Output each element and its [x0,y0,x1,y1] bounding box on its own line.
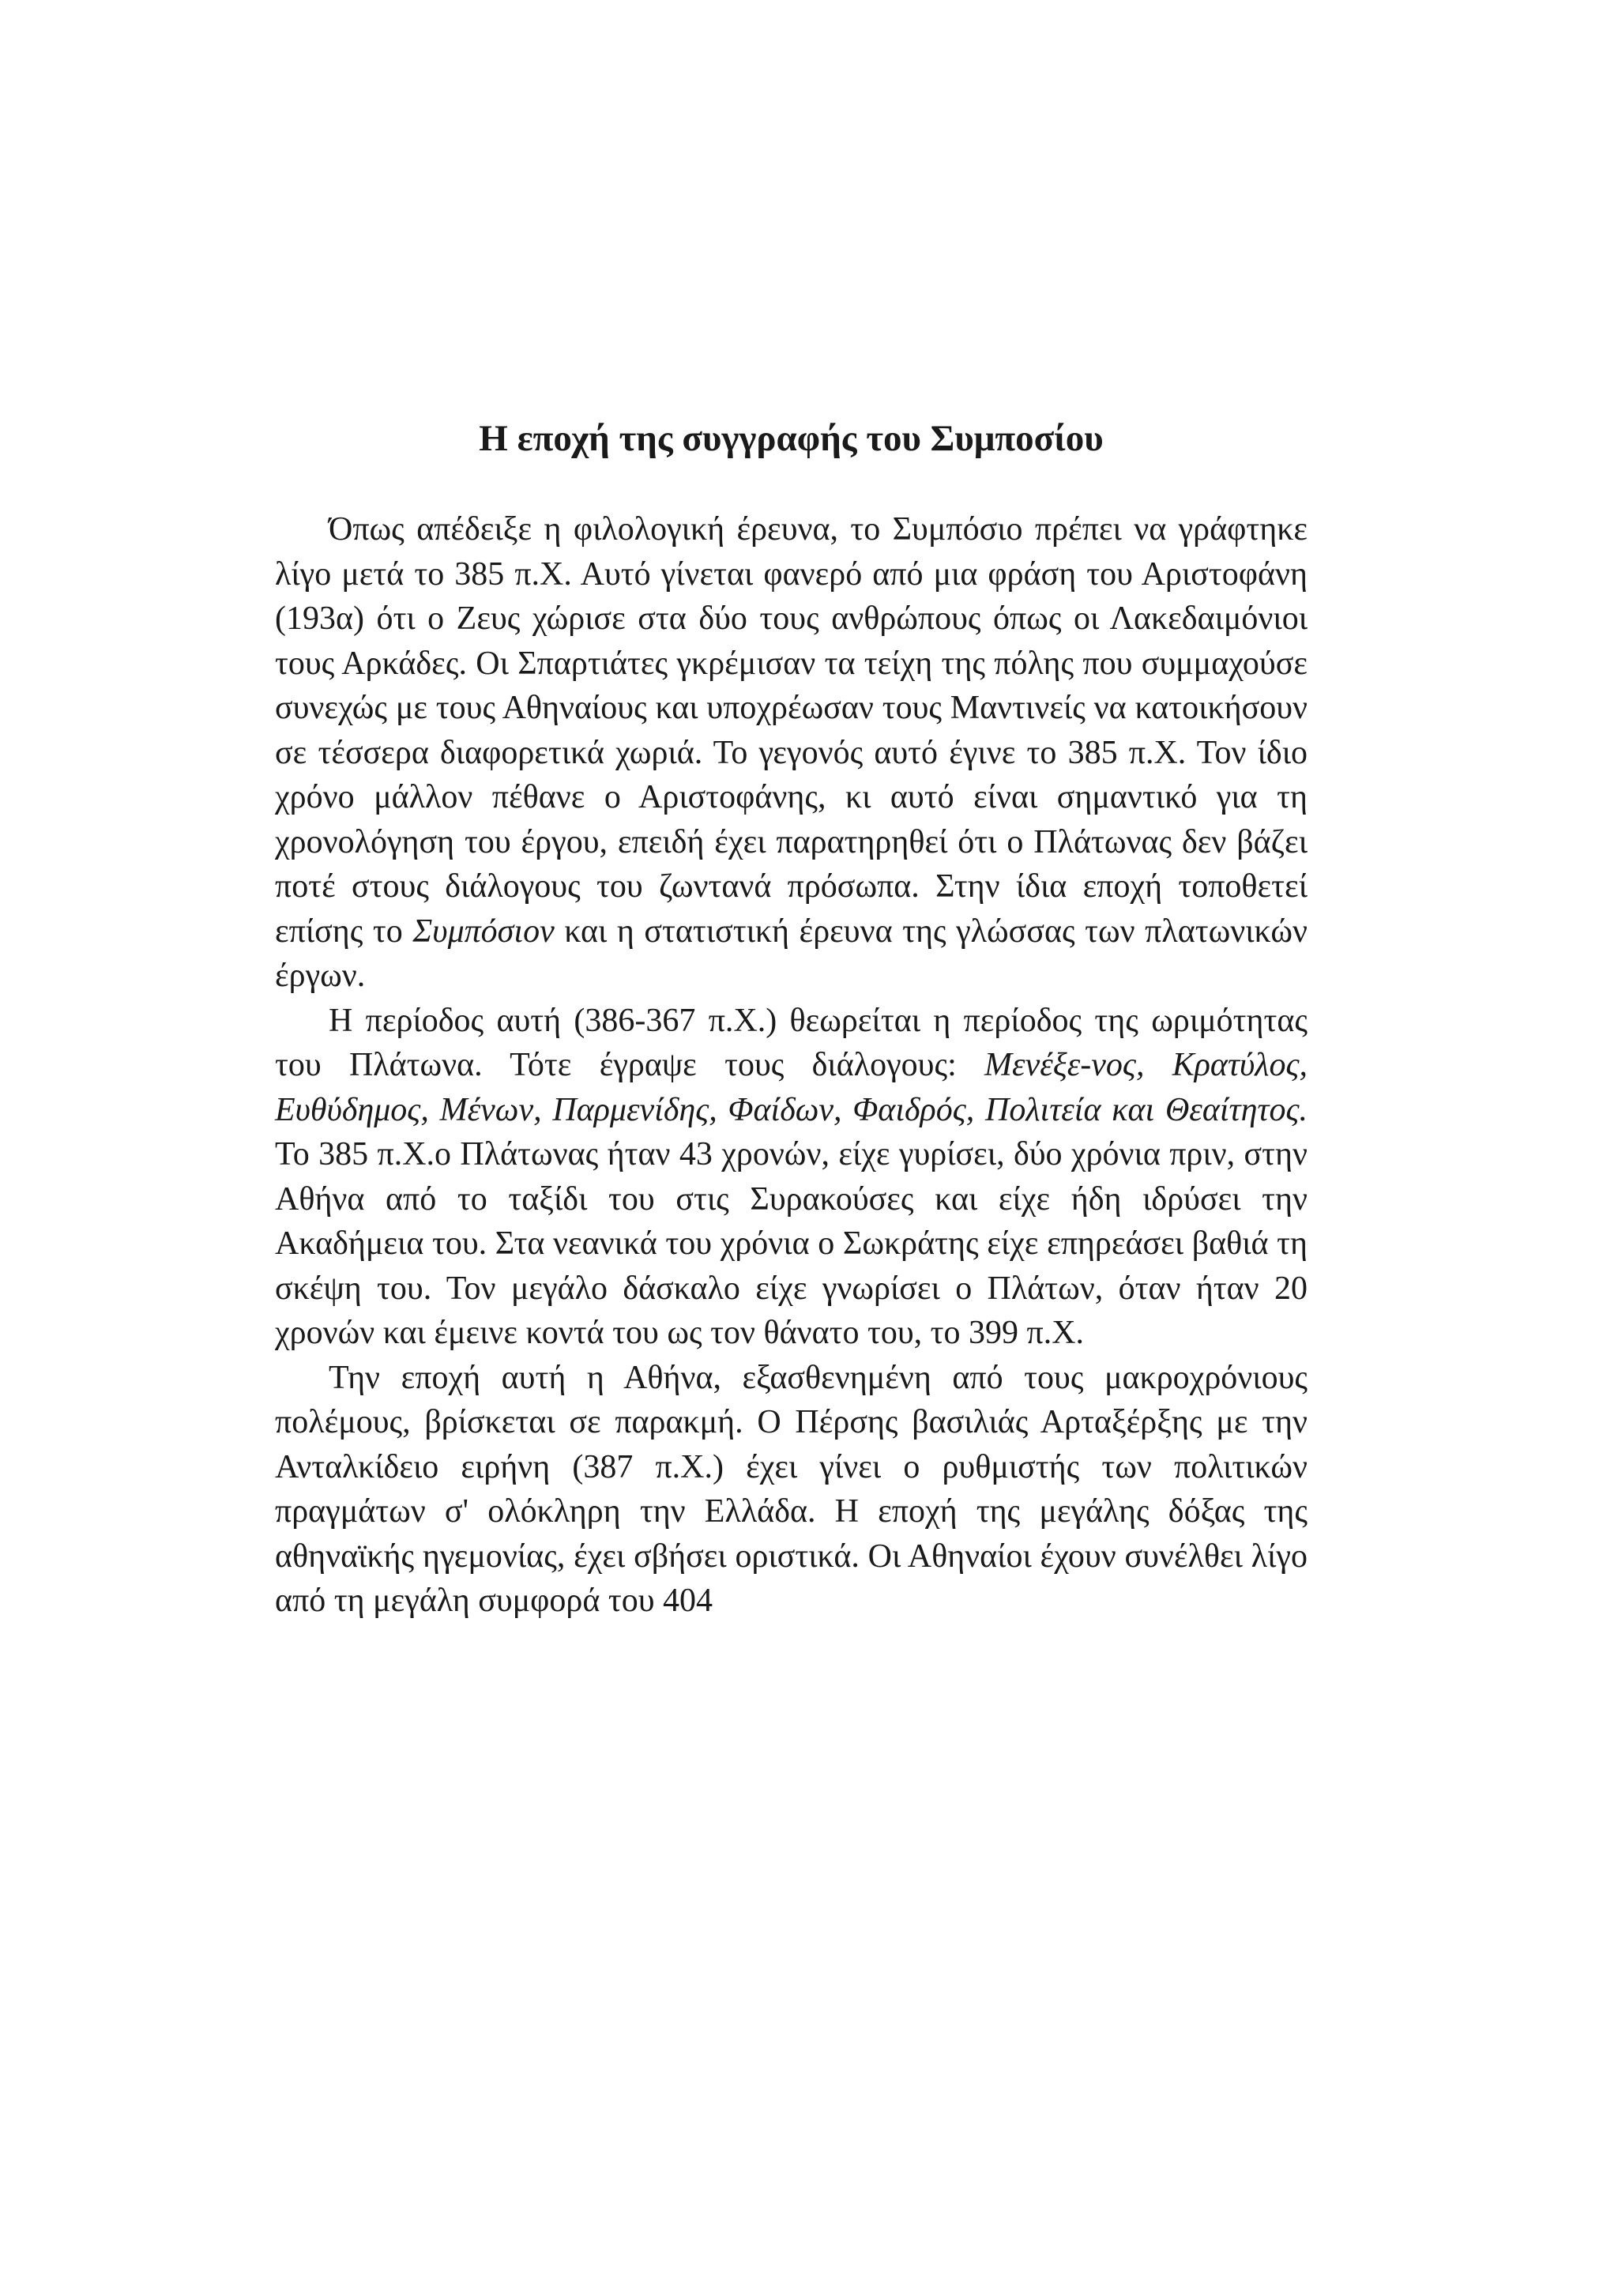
paragraph-3-text-a: Την εποχή αυτή η Αθήνα, εξασθενημένη από τους μακροχρόνιους πολέμους, βρίσκεται σε παρακμή. Ο Πέρσης βασιλιάς Αρταξέρξης με την Ανταλκίδειο ειρήνη (387 π.Χ.) έχει γίνει ο ρυθμιστής των πολιτικών πραγμάτων σ' ολόκληρη την Ελλάδα. Η εποχή της μεγάλης δόξας της αθηναϊκής ηγεμονίας, έχει σβήσει οριστικά. Οι Αθηναίοι έχουν συνέλθει λίγο από τη μεγάλη συμφορά του 404 [275,1359,1308,1619]
paragraph-1-text-a: Όπως απέδειξε η φιλολογική έρευνα, το Συμπόσιο πρέπει να γράφτηκε λίγο μετά το 385 π.Χ. Αυτό γίνεται φανερό από μια φράση του Αριστοφάνη (193α) ότι ο Ζευς χώρισε στα δύο τους ανθρώπους όπως οι Λακεδαιμόνιοι τους Αρκάδες. Οι Σπαρτιάτες γκρέμισαν τα τείχη της πόλης που συμμαχούσε συνεχώς με τους Αθηναίους και υποχρέωσαν τους Μαντινείς να κατοικήσουν σε τέσσερα διαφορετικά χωριά. Το γεγονός αυτό έγινε το 385 π.Χ. Τον ίδιο χρόνο μάλλον πέθανε ο Αριστοφάνης, κι αυτό είναι σημαντικό για τη χρονολόγηση του έργου, επειδή έχει παρατηρηθεί ότι ο Πλάτωνας δεν βάζει ποτέ στους διάλογους του ζωντανά πρόσωπα. Στην ίδια εποχή τοποθετεί επίσης το [275,511,1308,950]
text-block [275,411,1308,1624]
paragraph-2 [275,999,1308,1356]
paragraph-2-text-a: Η περίοδος αυτή (386-367 π.Χ.) θεωρείται η περίοδος της ωριμότητας του Πλάτωνα. Τότε έγραψε τους διάλογους: [275,1002,1308,1083]
paragraph-3 [275,1356,1308,1624]
paragraph-1-italic-title: Συμπόσιον [412,913,555,950]
paragraph-1-text-b: και η στατιστική έρευνα της γλώσσας των πλατωνικών έργων. [275,913,1308,994]
paragraph-2-text-b: Το 385 π.Χ.ο Πλάτωνας ήταν 43 χρονών, είχε γυρίσει, δύο χρόνια πριν, στην Αθήνα από το ταξίδι του στις Συρακούσες και είχε ήδη ιδρύσει την Ακαδήμεια του. Στα νεανικά του χρόνια ο Σωκράτης είχε επηρεάσει βαθιά τη σκέψη του. Τον μεγάλο δάσκαλο είχε γνωρίσει ο Πλάτων, όταν ήταν 20 χρονών και έμεινε κοντά του ως τον θάνατο του, το 399 π.Χ. [275,1136,1308,1351]
page-title: Η εποχή της συγγραφής του Συμποσίου [479,418,1104,459]
paragraph-2-italic-dialogues: Μενέξε-νος, Κρατύλος, Ευθύδημος, Μένων, Παρμενίδης, Φαίδων, Φαιδρός, Πολιτεία και Θεαίτητος. [275,1047,1308,1128]
paragraph-1 [275,507,1308,999]
